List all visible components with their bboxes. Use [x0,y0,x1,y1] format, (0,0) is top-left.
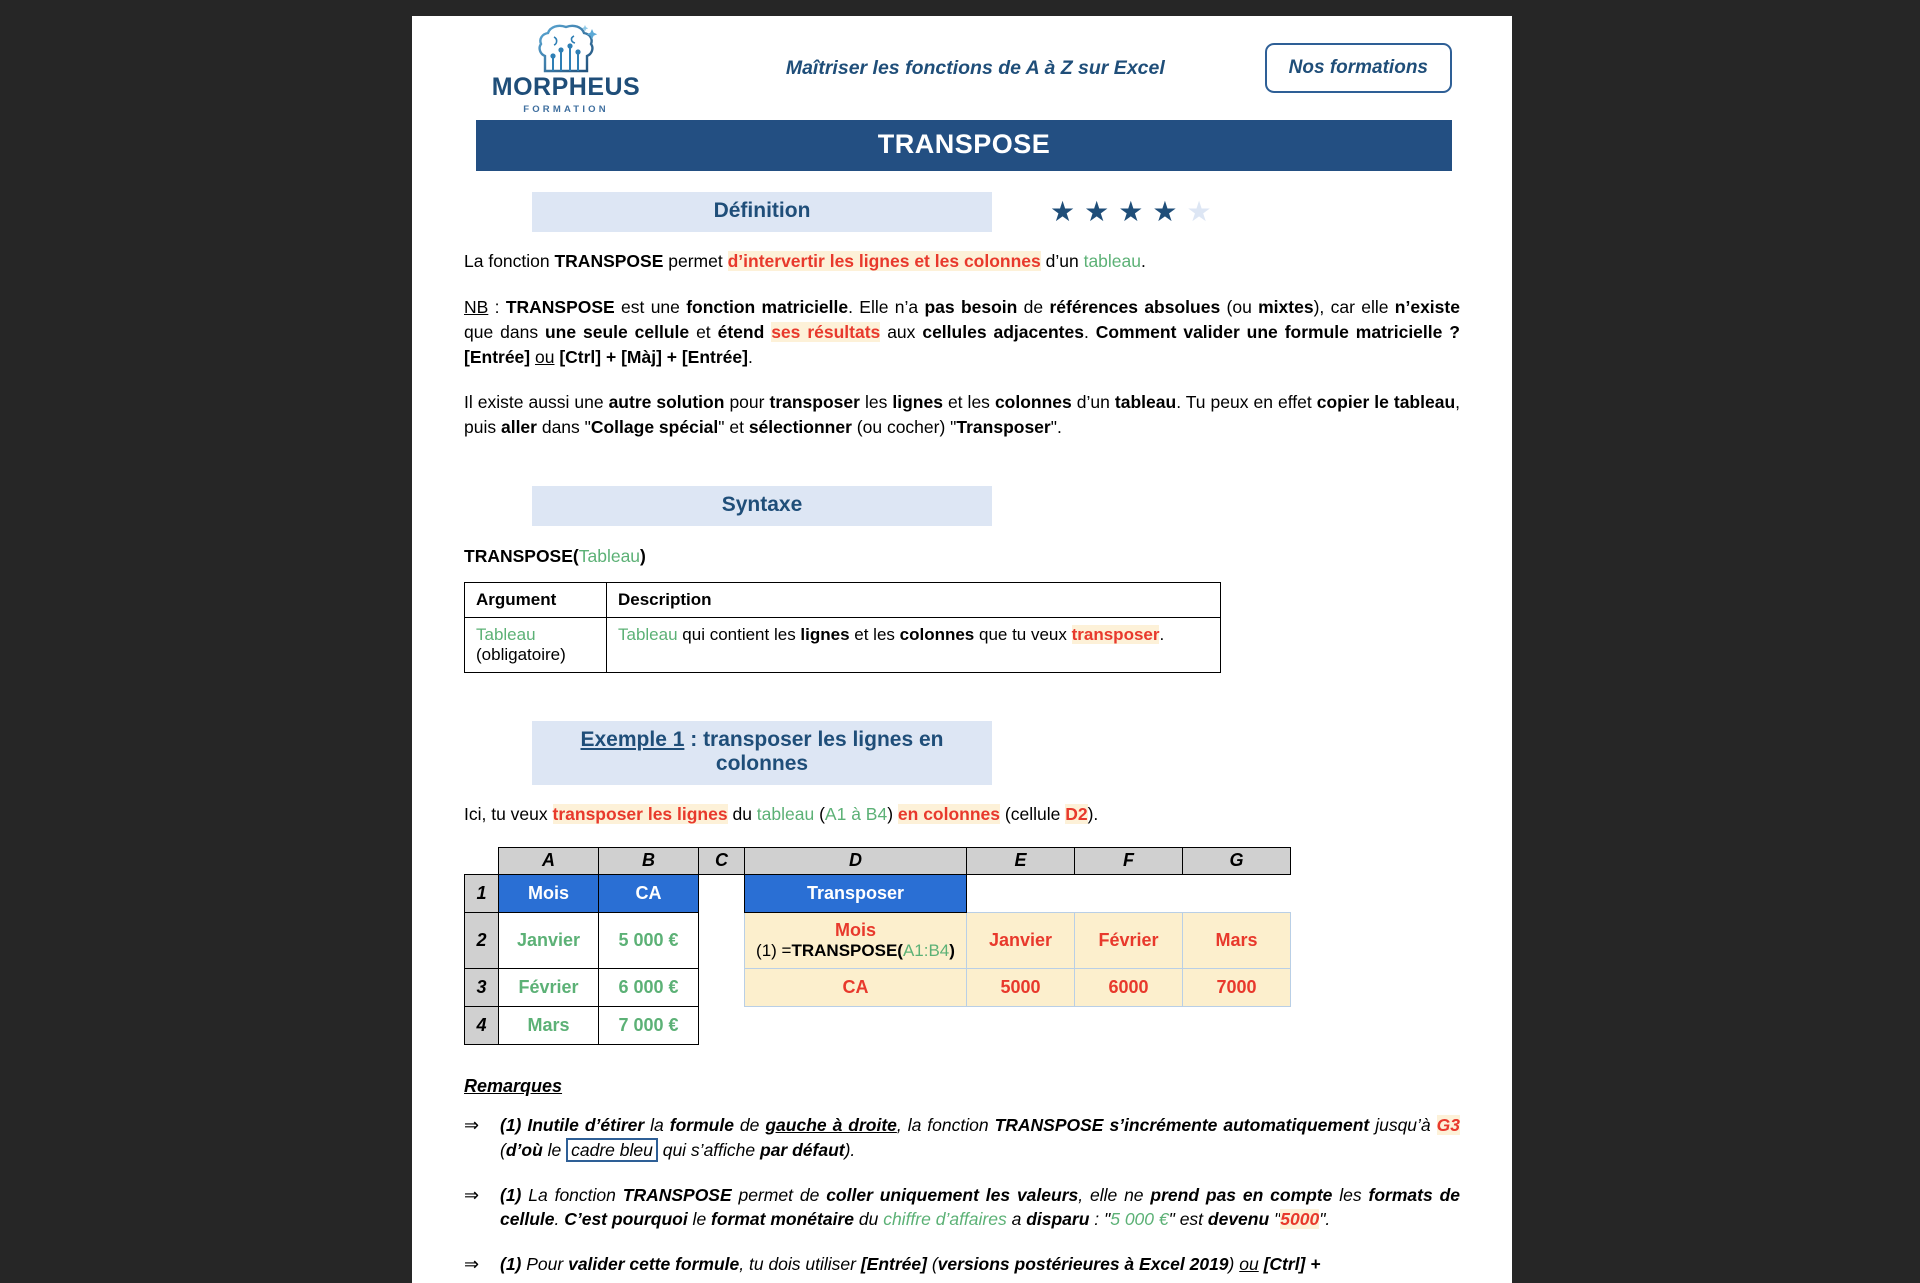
text-frag: : [488,296,506,317]
text-frag: . Elle n’a [848,296,925,317]
text-frag: ou [1239,1254,1259,1275]
grid-corner [465,847,499,874]
cell-e3[interactable]: 5000 [967,968,1075,1006]
text-frag: valider cette formule [568,1254,740,1275]
highlight-frag: ses résultats [771,321,881,342]
text-frag: ) [640,546,646,567]
text-frag: disparu [1026,1209,1090,1230]
text-frag: , tu dois utiliser [739,1254,861,1275]
cell-a4[interactable]: Mars [499,1006,599,1044]
remarque-item-2 [464,1183,1460,1233]
cell-c2[interactable] [699,912,745,968]
logo-wordmark: MORPHEUS [491,73,641,101]
text-frag: , elle ne [1078,1184,1151,1205]
text-frag: une seule cellule [544,321,690,342]
text-frag: du [727,804,757,825]
tagline: Maîtriser les fonctions de A à Z sur Excel [785,56,1165,79]
page-header [464,16,1460,120]
text-frag: C’est pourquoi [564,1209,688,1230]
text-frag: permet de [731,1184,827,1205]
text-frag: et les [849,625,900,645]
text-frag: jusqu’à [1369,1114,1437,1135]
star-icon-1: ★ [1050,196,1076,227]
text-frag: gauche à droite [765,1114,897,1135]
text-frag: Pour [521,1254,569,1275]
column-header-f[interactable]: F [1075,847,1183,874]
argument-requirement: (obligatoire) [476,645,566,665]
spreadsheet-row-4 [465,1006,1291,1044]
text-frag: par défaut [760,1139,845,1160]
text-frag: formule [669,1114,734,1135]
text-frag: prend pas en compte [1150,1184,1333,1205]
brain-circuit-icon [530,21,602,77]
highlight-frag: transposer [1071,625,1160,645]
text-frag: ou [535,346,555,367]
text-frag: A1:B4 [902,940,950,960]
text-frag: de [1017,296,1050,317]
table-header-row [465,583,1221,618]
text-frag: ( [814,804,825,825]
arguments-table [464,582,1221,673]
text-frag: a [1006,1209,1027,1230]
text-frag: . [1159,625,1165,645]
nos-formations-button[interactable]: Nos formations [1265,43,1452,93]
text-frag: et [689,321,718,342]
text-frag: " est [1168,1209,1208,1230]
text-frag: lignes [800,625,850,645]
cell-f4[interactable] [1075,1006,1183,1044]
text-frag: . [747,346,753,367]
text-frag: 5 000 € [1110,1209,1169,1230]
text-frag: ), car elle [1313,296,1395,317]
column-header-c[interactable]: C [699,847,745,874]
text-frag: ). [1087,804,1099,825]
cell-f2[interactable]: Février [1075,912,1183,968]
column-header-d[interactable]: D [745,847,967,874]
syntax-section-header [464,486,1460,526]
text-frag: [Ctrl] + [Màj] + [Entrée] [554,346,748,367]
text-frag: copier le tableau [1316,392,1456,413]
text-frag: la [644,1114,670,1135]
cell-g4[interactable] [1183,1006,1291,1044]
highlight-frag: 5000 [1280,1209,1320,1230]
text-frag: colonnes [899,625,975,645]
text-frag: . [1141,251,1146,271]
remarques-heading: Remarques [464,1075,563,1096]
logo-subtitle: FORMATION [523,104,609,115]
text-frag: pas besoin [924,296,1018,317]
cell-b2[interactable]: 5 000 € [599,912,699,968]
text-frag: : transposer les lignes en colonnes [684,728,944,776]
syntax-signature [464,546,1460,567]
formula-text [746,941,965,961]
text-frag: de [733,1114,766,1135]
text-frag: Collage spécial [590,417,719,438]
star-icon-4: ★ [1152,196,1178,227]
text-frag: ) [887,804,898,825]
morpheus-logo [476,21,656,115]
text-frag: format monétaire [711,1209,854,1230]
document-page [412,16,1512,1283]
cell-d2-formula[interactable] [745,912,967,968]
text-frag: La fonction [464,251,555,271]
text-frag: tableau [756,804,815,825]
row-header-2[interactable]: 2 [465,912,499,968]
cell-d1[interactable]: Transposer [745,874,967,912]
text-frag: TRANSPOSE( [791,940,903,960]
text-frag: " et [718,417,749,438]
text-frag: . [554,1209,565,1230]
text-frag: chiffre d’affaires [883,1209,1007,1230]
row-header-1[interactable]: 1 [465,874,499,912]
arrow-icon: ⇒ [464,1254,480,1275]
arrow-icon: ⇒ [464,1184,480,1205]
cell-c1[interactable] [699,874,745,912]
definition-heading: Définition [532,192,992,232]
definition-paragraph-2 [464,295,1460,370]
definition-section-header [464,192,1460,232]
text-frag: (ou [1220,296,1259,317]
text-frag: (1) [500,1184,522,1205]
text-frag: fonction matricielle [686,296,849,317]
text-frag: dans " [536,417,591,438]
text-frag: tableau [1083,251,1141,271]
arrow-icon: ⇒ [464,1114,480,1135]
cell-b4[interactable]: 7 000 € [599,1006,699,1044]
text-frag: les [859,392,893,413]
text-frag: ". [1050,417,1062,438]
star-icon-3: ★ [1118,196,1144,227]
text-frag: (1) [500,1254,522,1275]
text-frag: du [854,1209,884,1230]
text-frag: : " [1089,1209,1111,1230]
syntax-heading: Syntaxe [532,486,992,526]
text-frag: colonnes [994,392,1072,413]
remarque-item-1 [464,1113,1460,1163]
text-frag: cellules adjacentes [922,321,1084,342]
text-frag: que tu veux [974,625,1072,645]
argument-name: Tableau [476,625,536,645]
cell-g2[interactable]: Mars [1183,912,1291,968]
row-header-3[interactable]: 3 [465,968,499,1006]
text-frag: (1) = [756,940,792,960]
column-header-description: Description [607,583,1221,618]
column-header-b[interactable]: B [599,847,699,874]
cell-b3[interactable]: 6 000 € [599,968,699,1006]
text-frag: Comment valider une formule matricielle ? [Entrée] [464,321,1460,367]
text-frag: qui contient les [677,625,801,645]
text-frag: La fonction [521,1184,623,1205]
text-frag: , la fonction [896,1114,995,1135]
text-frag: . Tu peux en effet [1176,392,1317,413]
text-frag: Transposer [956,417,1051,438]
text-frag: aux [880,321,923,342]
table-row [465,618,1221,673]
text-frag: devenu [1207,1209,1270,1230]
cell-g3[interactable]: 7000 [1183,968,1291,1006]
text-frag: tableau [1114,392,1177,413]
highlight-frag: en colonnes [897,804,1001,825]
text-frag: ". [1319,1209,1331,1230]
cadre-bleu-box: cadre bleu [566,1138,658,1162]
text-frag: qui s’affiche [657,1139,760,1160]
text-frag: (1) [500,1114,522,1135]
text-frag: permet [663,251,728,271]
text-frag: Il existe aussi une [464,392,609,413]
remarque-item-3 [464,1252,1460,1278]
row-header-4[interactable]: 4 [465,1006,499,1044]
column-header-e[interactable]: E [967,847,1075,874]
result-label-mois: Mois [834,919,876,940]
text-frag: TRANSPOSE( [464,546,579,567]
text-frag: le [687,1209,712,1230]
cell-g1[interactable] [1183,874,1291,912]
cell-a3[interactable]: Février [499,968,599,1006]
difficulty-rating [1050,198,1212,226]
text-frag: Inutile d’étirer [521,1114,645,1135]
text-frag: formats de cellule [500,1184,1460,1230]
text-frag: le [542,1139,567,1160]
text-frag: d’où [505,1139,543,1160]
cell-e1[interactable] [967,874,1075,912]
text-frag: versions postérieures à Excel 2019 [937,1254,1229,1275]
column-header-g[interactable]: G [1183,847,1291,874]
cell-f1[interactable] [1075,874,1183,912]
text-frag: mixtes [1258,296,1314,317]
text-frag: TRANSPOSE [622,1184,732,1205]
text-frag: [Entrée] [860,1254,927,1275]
cell-b1[interactable]: CA [599,874,699,912]
text-frag: [Ctrl] + [1263,1254,1321,1275]
spreadsheet-row-1 [465,874,1291,912]
text-frag: ). [844,1139,856,1160]
column-header-row [465,847,1291,874]
cell-e4[interactable] [967,1006,1075,1044]
text-frag: pour [724,392,770,413]
text-frag: transposer [769,392,860,413]
star-icon-2: ★ [1084,196,1110,227]
remarque-text [500,1252,1460,1278]
text-frag: TRANSPOSE [505,296,615,317]
text-frag: Ici, tu veux [464,804,553,825]
text-frag: , puis [464,392,1461,438]
text-frag: et les [942,392,995,413]
cell-d4[interactable] [745,1006,967,1044]
text-frag: d’un [1040,251,1084,271]
spreadsheet-grid [464,847,1291,1045]
remarque-text [500,1183,1460,1233]
cell-d3[interactable]: CA [745,968,967,1006]
star-icon-5: ★ [1186,196,1212,227]
highlight-frag: D2 [1065,804,1088,825]
text-frag: sélectionner [748,417,852,438]
text-frag: A1 à B4 [824,804,888,825]
spreadsheet-example [464,847,1460,1045]
text-frag: étend [717,321,765,342]
cell-e2[interactable]: Janvier [967,912,1075,968]
cell-a2[interactable]: Janvier [499,912,599,968]
remarque-text [500,1113,1460,1163]
text-frag: coller uniquement les valeurs [826,1184,1079,1205]
cell-c3[interactable] [699,968,745,1006]
text-frag: autre solution [608,392,725,413]
cell-a1[interactable]: Mois [499,874,599,912]
text-frag: Tableau [578,546,641,567]
example-intro [464,802,1460,827]
column-header-a[interactable]: A [499,847,599,874]
example-heading [532,721,992,785]
text-frag: ) [1228,1254,1240,1275]
definition-paragraph-3 [464,390,1460,440]
text-frag: TRANSPOSE s’incrémente automatiquement [994,1114,1370,1135]
text-frag: lignes [892,392,943,413]
text-frag: ( [500,1139,506,1160]
highlight-frag: transposer les lignes [552,804,728,825]
text-frag: les [1332,1184,1369,1205]
description-cell [607,618,1221,673]
text-frag: aller [500,417,537,438]
argument-cell [465,618,607,673]
text-frag: est une [614,296,687,317]
text-frag: Exemple 1 [580,728,685,752]
spreadsheet-row-3 [465,968,1291,1006]
text-frag: ) [949,940,955,960]
text-frag: d’un [1071,392,1115,413]
text-frag: TRANSPOSE [554,251,664,271]
text-frag: références absolues [1049,296,1221,317]
text-frag: (ou cocher) " [851,417,957,438]
text-frag: NB [464,296,489,317]
spreadsheet-row-2 [465,912,1291,968]
cell-c4[interactable] [699,1006,745,1044]
text-frag: (cellule [1000,804,1066,825]
text-frag: n’existe [1394,296,1460,317]
highlight-frag: G3 [1436,1114,1460,1135]
text-frag: ( [926,1254,938,1275]
cell-f3[interactable]: 6000 [1075,968,1183,1006]
example-section-header [464,721,1460,785]
text-frag: Tableau [618,625,678,645]
highlight-frag: d’intervertir les lignes et les colonnes [727,251,1041,271]
definition-paragraph-1 [464,249,1460,274]
column-header-argument: Argument [465,583,607,618]
text-frag: " [1269,1209,1281,1230]
page-title: TRANSPOSE [476,120,1452,171]
text-frag: . [1083,321,1096,342]
text-frag: que dans [464,321,545,342]
